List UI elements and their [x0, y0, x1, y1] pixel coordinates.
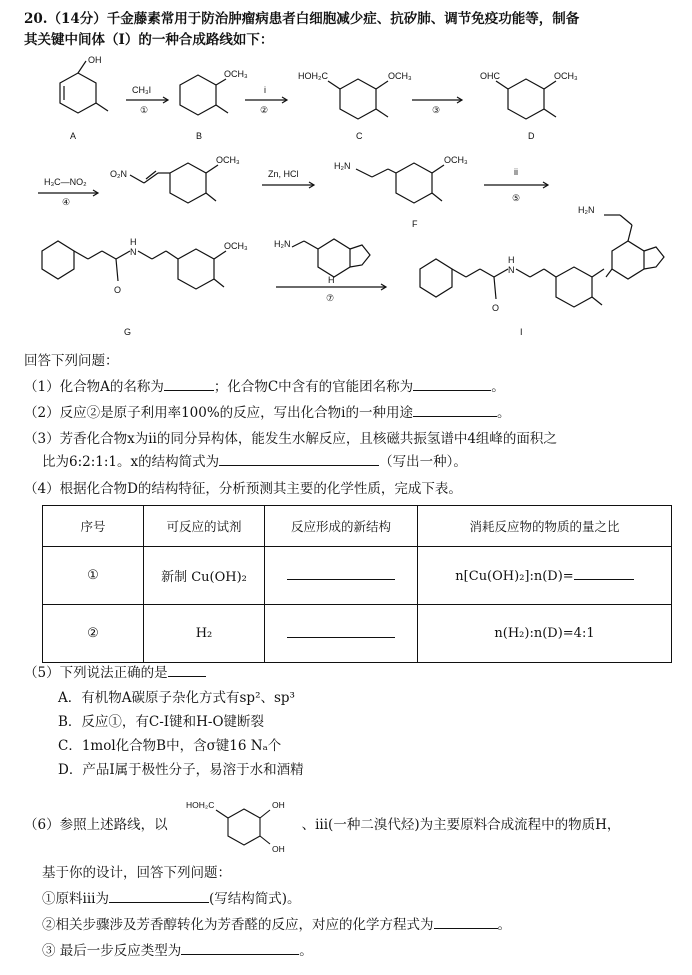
q5-option-d[interactable]: D．产品I属于极性分子，易溶于水和酒精 — [58, 762, 304, 778]
row2-ratio: n(H₂):n(D)=4:1 — [418, 605, 672, 663]
C-group1-label: HOH₂C — [298, 71, 328, 81]
arrow2-step: ② — [260, 105, 269, 115]
I-label: I — [520, 327, 523, 337]
q6-3-blank[interactable] — [181, 942, 299, 955]
B-label: B — [196, 131, 203, 141]
C-label: C — [356, 131, 363, 141]
arrow7-step: ⑦ — [326, 293, 335, 303]
G-o-label: O — [114, 285, 122, 295]
B-group-label: OCH₃ — [224, 69, 248, 79]
col-header-structure: 反应形成的新结构 — [265, 506, 418, 547]
q1-blank-a[interactable] — [164, 378, 214, 391]
q6-1-blank[interactable] — [109, 890, 209, 903]
A-label: A — [70, 131, 77, 141]
q6-struct-g2: OH — [272, 800, 285, 810]
I-h2n-label: H₂N — [578, 205, 595, 215]
row2-reagent: H₂ — [144, 605, 265, 663]
arrow1-reagent: CH₃I — [132, 85, 152, 95]
arrow1-step: ① — [140, 105, 149, 115]
arrow5-reagent: ii — [514, 167, 518, 177]
question-header-line2: 其关键中间体（I）的一种合成路线如下： — [24, 32, 274, 48]
table-row — [43, 547, 672, 605]
question-4: （4）根据化合物D的结构特征，分析预测其主要的化学性质，完成下表。 — [24, 481, 462, 497]
q5-option-a[interactable]: A．有机物A碳原子杂化方式有sp²、sp³ — [58, 690, 295, 706]
col-header-no: 序号 — [43, 506, 144, 547]
question-6-item1: ①原料iii为 (写结构简式)。 — [42, 891, 301, 907]
question-3-line1: （3）芳香化合物x为ii的同分异构体，能发生水解反应，且核磁共振氢谱中4组峰的面积之 — [24, 431, 557, 447]
table-header-row — [43, 506, 672, 547]
row1-no: ① — [43, 547, 144, 605]
arrow4-step: ④ — [62, 197, 71, 207]
question-5: （5）下列说法正确的是 — [24, 664, 682, 683]
I-o-label: O — [492, 303, 500, 313]
C-group2-label: OCH₃ — [388, 71, 412, 81]
arrow-zn-reagent: Zn, HCl — [268, 169, 299, 179]
table-row — [43, 605, 672, 663]
G-label: G — [124, 327, 132, 337]
G-h-label: H — [130, 237, 137, 247]
answer-intro: 回答下列问题： — [24, 353, 119, 369]
question-header-line1: 20.（14分）千金藤素常用于防治肿瘤病患者白细胞减少症、抗矽肺、调节免疫功能等，制备 — [24, 11, 580, 27]
col-header-reagent: 可反应的试剂 — [144, 506, 265, 547]
arrow4-reagent: H₃C—NO₂ — [44, 177, 87, 187]
arrow2-reagent: i — [264, 85, 266, 95]
q3-blank[interactable] — [219, 453, 379, 466]
q5-blank[interactable] — [168, 664, 206, 677]
F-group1-label: H₂N — [334, 161, 351, 171]
row1-structure-blank[interactable] — [287, 567, 395, 580]
G-group-label: OCH₃ — [224, 241, 248, 251]
E-group-label: OCH₃ — [216, 155, 240, 165]
q1-blank-b[interactable] — [413, 378, 491, 391]
question-6-item2: ②相关步骤涉及芳香醇转化为芳香醛的反应，对应的化学方程式为 。 — [42, 917, 511, 933]
question-6-line1: （6）参照上述路线，以 、iii(一种二溴代烃)为主要原料合成流程中的物质H， — [24, 817, 621, 833]
question-6-item3: ③ 最后一步反应类型为 。 — [42, 943, 313, 959]
F-group2-label: OCH₃ — [444, 155, 468, 165]
D-group2-label: OCH₃ — [554, 71, 578, 81]
F-label: F — [412, 219, 418, 229]
D-group1-label: OHC — [480, 71, 500, 81]
row1-structure — [265, 547, 418, 605]
q5-option-c[interactable]: C．1mol化合物B中，含σ键16 Nₐ个 — [58, 738, 282, 754]
row1-ratio-blank[interactable] — [574, 567, 634, 580]
I-n-label: N — [508, 265, 515, 275]
row1-ratio: n[Cu(OH)₂]:n(D)= — [418, 547, 672, 605]
synthesis-scheme — [0, 55, 692, 345]
row2-structure — [265, 605, 418, 663]
D-label: D — [528, 131, 535, 141]
q2-blank[interactable] — [413, 404, 497, 417]
E-no2-label: O₂N — [110, 169, 127, 179]
q6-struct-g3: OH — [272, 844, 285, 854]
question-6-line2: 基于你的设计，回答下列问题： — [42, 865, 231, 881]
q6-reactant-structure — [186, 796, 296, 858]
arrow5-step: ⑤ — [512, 193, 521, 203]
d-properties-table — [42, 505, 672, 663]
row2-no: ② — [43, 605, 144, 663]
question-1: （1）化合物A的名称为 ；化合物C中含有的官能团名称为 。 — [24, 379, 505, 395]
I-h-label: H — [508, 255, 515, 265]
q6-struct-g1: HOH₂C — [186, 800, 215, 810]
arrow3-step: ③ — [432, 105, 441, 115]
arrow7-h-label: H — [328, 275, 335, 285]
col-header-ratio: 消耗反应物的物质的量之比 — [418, 506, 672, 547]
row1-reagent: 新制 Cu(OH)₂ — [144, 547, 265, 605]
question-2: （2）反应②是原子利用率100%的反应，写出化合物i的一种用途 。 — [24, 405, 511, 421]
question-3-line2: 比为6:2:1:1。x的结构简式为 （写出一种）。 — [42, 454, 467, 470]
G-n-label: N — [130, 247, 137, 257]
q5-option-b[interactable]: B．反应①，有C-I键和H-O键断裂 — [58, 714, 265, 730]
A-oh-label: OH — [88, 55, 102, 65]
arrow7-h2n: H₂N — [274, 239, 291, 249]
q6-2-blank[interactable] — [434, 916, 498, 929]
row2-structure-blank[interactable] — [287, 625, 395, 638]
